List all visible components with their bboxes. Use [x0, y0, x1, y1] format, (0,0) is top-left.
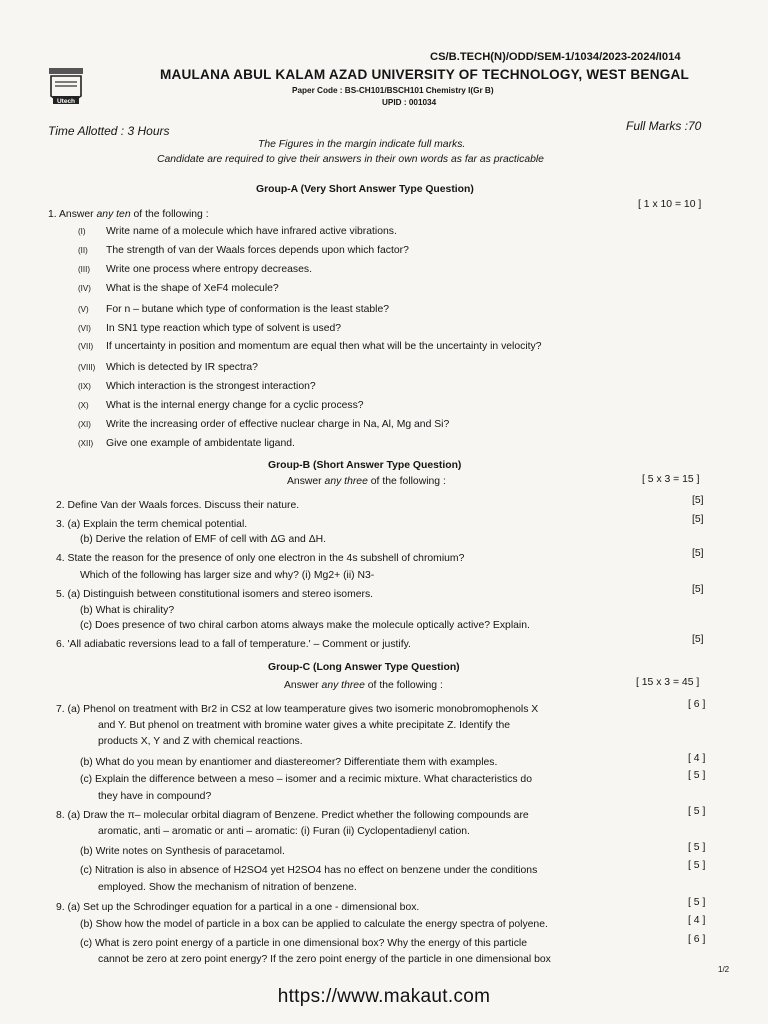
- question-5-marks: [5]: [692, 584, 704, 595]
- question-7b: (b) What do you mean by enantiomer and diastereomer? Differentiate them with examples.: [80, 757, 498, 768]
- list-item: (III) Write one process where entropy decreases.: [78, 264, 312, 275]
- question-5a: 5. (a) Distinguish between constitutional isomers and stereo isomers.: [56, 589, 374, 600]
- group-b-title: Group-B (Short Answer Type Question): [268, 460, 462, 471]
- list-item: (VIII) Which is detected by IR spectra?: [78, 362, 258, 373]
- list-item: (X) What is the internal energy change for a cyclic process?: [78, 400, 364, 411]
- footer-url[interactable]: https://www.makaut.com: [277, 986, 491, 1007]
- question-8a-marks: [ 5 ]: [688, 806, 706, 817]
- list-item: (V) For n – butane which type of conformation is the least stable?: [78, 304, 390, 315]
- upid: UPID : 001034: [382, 98, 437, 107]
- question-8b: (b) Write notes on Synthesis of paracetamol.: [80, 846, 285, 857]
- group-c-title: Group-C (Long Answer Type Question): [268, 662, 460, 673]
- group-c-marks: [ 15 x 3 = 45 ]: [636, 677, 700, 688]
- instruction-line-2: Candidate are required to give their answers in their own words as far as practicable: [157, 154, 544, 165]
- question-2-marks: [5]: [692, 495, 704, 506]
- question-7a: 7. (a) Phenol on treatment with Br2 in CS2 at low teamperature gives two isomeric monobromophenols X: [56, 704, 539, 715]
- group-c-lead: Answer any three of the following :: [284, 680, 443, 691]
- question-3b: (b) Derive the relation of EMF of cell with ΔG and ΔH.: [80, 534, 327, 545]
- list-item: (IX) Which interaction is the strongest interaction?: [78, 381, 316, 392]
- university-name: MAULANA ABUL KALAM AZAD UNIVERSITY OF TECHNOLOGY, WEST BENGAL: [160, 67, 690, 82]
- question-7c-line2: they have in compound?: [98, 791, 212, 802]
- question-8a: 8. (a) Draw the π– molecular orbital diagram of Benzene. Predict whether the following compounds are: [56, 810, 529, 821]
- group-a-lead: 1. Answer any ten of the following :: [48, 209, 209, 220]
- question-5b: (b) What is chirality?: [80, 605, 175, 616]
- question-8c-marks: [ 5 ]: [688, 860, 706, 871]
- list-item: (IV) What is the shape of XeF4 molecule?: [78, 283, 279, 294]
- question-2: 2. Define Van der Waals forces. Discuss their nature.: [56, 500, 300, 511]
- question-7c-marks: [ 5 ]: [688, 770, 706, 781]
- question-3a: 3. (a) Explain the term chemical potential.: [56, 519, 248, 530]
- question-4a: 4. State the reason for the presence of only one electron in the 4s subshell of chromium?: [56, 553, 465, 564]
- question-3-marks: [5]: [692, 514, 704, 525]
- instruction-line-1: The Figures in the margin indicate full marks.: [258, 139, 466, 150]
- question-9c-marks: [ 6 ]: [688, 934, 706, 945]
- question-9a-marks: [ 5 ]: [688, 897, 706, 908]
- group-a-title: Group-A (Very Short Answer Type Question): [256, 184, 474, 195]
- question-5c: (c) Does presence of two chiral carbon atoms always make the molecule optically active? Explain.: [80, 620, 530, 631]
- question-8b-marks: [ 5 ]: [688, 842, 706, 853]
- list-item: (VI) In SN1 type reaction which type of solvent is used?: [78, 323, 342, 334]
- page-number: 1/2: [718, 965, 730, 974]
- time-allotted: Time Allotted : 3 Hours: [48, 124, 170, 138]
- question-9c: (c) What is zero point energy of a particle in one dimensional box? Why the energy of this particle: [80, 938, 528, 949]
- question-7a-marks: [ 6 ]: [688, 699, 706, 710]
- question-7b-marks: [ 4 ]: [688, 753, 706, 764]
- question-7c: (c) Explain the difference between a meso – isomer and a recimic mixture. What characteristics do: [80, 774, 532, 785]
- exam-code: CS/B.TECH(N)/ODD/SEM-1/1034/2023-2024/I014: [430, 51, 681, 63]
- question-8a-line2: aromatic, anti – aromatic or anti – aromatic: (i) Furan (ii) Cyclopentadienyl cation.: [98, 826, 470, 837]
- question-9b: (b) Show how the model of particle in a box can be applied to calculate the energy spectra of polyene.: [80, 919, 548, 930]
- list-item: (I) Write name of a molecule which have infrared active vibrations.: [78, 226, 397, 237]
- question-4b: Which of the following has larger size and why? (i) Mg2+ (ii) N3-: [80, 570, 375, 581]
- svg-text:Utech: Utech: [56, 98, 76, 105]
- list-item: (II) The strength of van der Waals forces depends upon which factor?: [78, 245, 409, 256]
- group-b-lead: Answer any three of the following :: [287, 476, 446, 487]
- university-logo: [45, 66, 87, 112]
- group-a-marks: [ 1 x 10 = 10 ]: [638, 199, 702, 210]
- full-marks: Full Marks :70: [626, 119, 702, 133]
- question-4-marks: [5]: [692, 548, 704, 559]
- list-item: (VII) If uncertainty in position and momentum are equal then what will be the uncertainty in velocity?: [78, 341, 542, 352]
- paper-code: Paper Code : BS-CH101/BSCH101 Chemistry I(Gr B): [292, 86, 494, 95]
- question-6-marks: [5]: [692, 634, 704, 645]
- question-7a-line2: and Y. But phenol on treatment with bromine water gives a white precipitate Z. Identify the: [98, 720, 511, 731]
- question-7a-line3: products X, Y and Z with chemical reactions.: [98, 736, 303, 747]
- question-8c-line2: employed. Show the mechanism of nitration of benzene.: [98, 882, 357, 893]
- group-b-marks: [ 5 x 3 = 15 ]: [642, 474, 700, 485]
- question-9b-marks: [ 4 ]: [688, 915, 706, 926]
- question-9c-line2: cannot be zero at zero point energy? If the zero point energy of the particle in one dimensional box: [98, 954, 551, 965]
- list-item: (XII) Give one example of ambidentate ligand.: [78, 438, 295, 449]
- question-9a: 9. (a) Set up the Schrodinger equation for a partical in a one - dimensional box.: [56, 902, 420, 913]
- question-8c: (c) Nitration is also in absence of H2SO4 yet H2SO4 has no effect on benzene under the conditions: [80, 865, 538, 876]
- question-6: 6. 'All adiabatic reversions lead to a fall of temperature.' – Comment or justify.: [56, 639, 411, 650]
- list-item: (XI) Write the increasing order of effective nuclear charge in Na, Al, Mg and Si?: [78, 419, 450, 430]
